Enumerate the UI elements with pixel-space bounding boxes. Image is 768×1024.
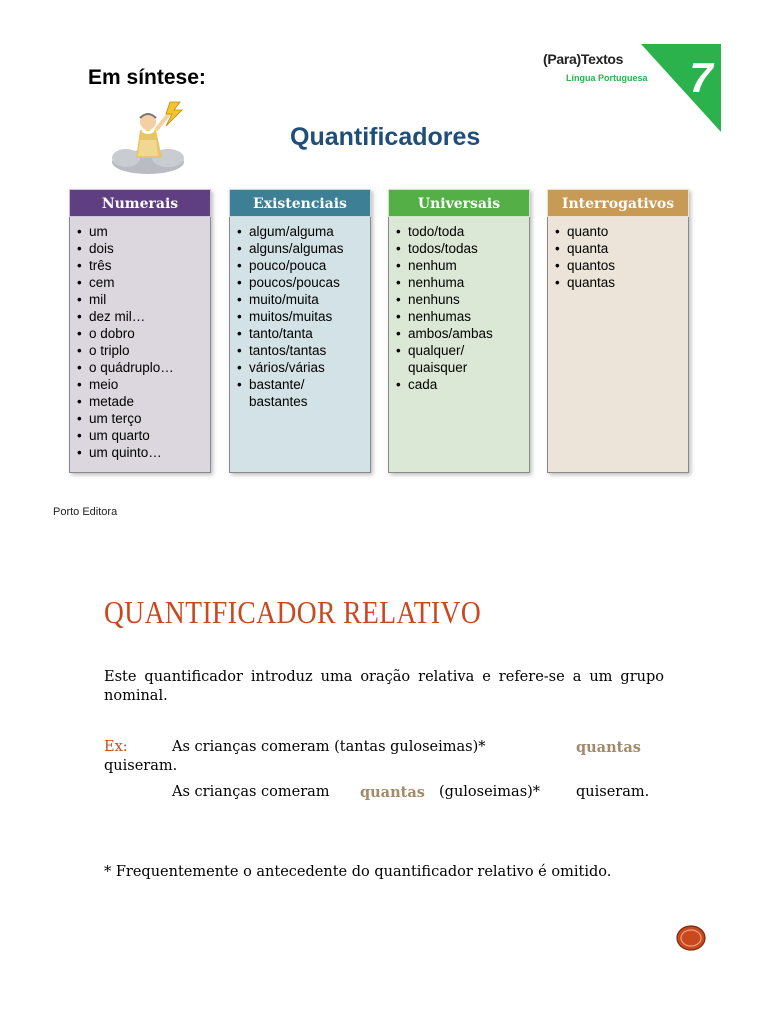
section-title: QUANTIFICADOR RELATIVO — [104, 594, 482, 630]
category-list — [554, 223, 615, 291]
list-item-line: bastantes — [249, 394, 308, 409]
list-item — [395, 342, 493, 376]
example2-text-end: quiseram. — [576, 784, 650, 800]
example2-text-mid: (guloseimas)* — [439, 784, 541, 800]
zeus-illustration-icon — [106, 100, 196, 180]
list-item: • poucos/poucas — [236, 274, 344, 291]
category-list — [395, 223, 493, 393]
list-item-line: qualquer/ — [408, 343, 465, 358]
list-item: • todo/toda — [395, 223, 493, 240]
list-item: • meio — [76, 376, 174, 393]
next-slide-button[interactable] — [675, 924, 707, 952]
list-item: • nenhuma — [395, 274, 493, 291]
example1-continuation: quiseram. — [104, 758, 178, 774]
category-list — [236, 223, 344, 410]
category-header: Universais — [388, 189, 530, 217]
list-item: • muito/muita — [236, 291, 344, 308]
list-item: • metade — [76, 393, 174, 410]
source-label: Porto Editora — [53, 506, 118, 518]
logo-name: (Para)Textos — [543, 51, 624, 67]
list-item: • o triplo — [76, 342, 174, 359]
list-item: • pouco/pouca — [236, 257, 344, 274]
list-item: • quanta — [554, 240, 615, 257]
list-item: • cem — [76, 274, 174, 291]
list-item-line: bastante/ — [249, 377, 305, 392]
footnote-text: * Frequentemente o antecedente do quantificador relativo é omitido. — [104, 864, 612, 880]
list-item: • tantos/tantas — [236, 342, 344, 359]
category-header: Numerais — [69, 189, 211, 217]
list-item: • dois — [76, 240, 174, 257]
category-numerais — [69, 189, 211, 473]
list-item: • ambos/ambas — [395, 325, 493, 342]
list-item: • mil — [76, 291, 174, 308]
list-item — [236, 376, 344, 410]
description-text: Este quantificador introduz uma oração relativa e refere-se a um grupo nominal. — [104, 669, 664, 704]
logo-triangle-icon — [641, 44, 721, 132]
page-title: Quantificadores — [290, 123, 481, 151]
list-item: • o quádruplo… — [76, 359, 174, 376]
list-item: • nenhumas — [395, 308, 493, 325]
list-item: • o dobro — [76, 325, 174, 342]
example2-text: As crianças comeram — [172, 784, 330, 800]
list-item: • dez mil… — [76, 308, 174, 325]
list-item: • quantas — [554, 274, 615, 291]
list-item: • um terço — [76, 410, 174, 427]
category-header: Interrogativos — [547, 189, 689, 217]
example2-highlight: quantas — [360, 784, 425, 801]
list-item: • nenhuns — [395, 291, 493, 308]
list-item: • nenhum — [395, 257, 493, 274]
example1-highlight: quantas — [576, 739, 641, 756]
category-universais — [388, 189, 530, 473]
example-label: Ex: — [104, 739, 128, 755]
category-header: Existenciais — [229, 189, 371, 217]
list-item: • cada — [395, 376, 493, 393]
list-item: • todos/todas — [395, 240, 493, 257]
list-item: • um quinto… — [76, 444, 174, 461]
logo-number: 7 — [689, 54, 713, 101]
list-item: • três — [76, 257, 174, 274]
category-interrogativos — [547, 189, 689, 473]
list-item: • algum/alguma — [236, 223, 344, 240]
list-item: • vários/várias — [236, 359, 344, 376]
list-item: • quantos — [554, 257, 615, 274]
list-item: • um quarto — [76, 427, 174, 444]
example1-text: As crianças comeram (tantas guloseimas)* — [172, 739, 486, 755]
list-item-line: quaisquer — [408, 360, 468, 375]
list-item: • alguns/algumas — [236, 240, 344, 257]
list-item: • um — [76, 223, 174, 240]
section-heading: Em síntese: — [88, 66, 206, 89]
list-item: • quanto — [554, 223, 615, 240]
category-list — [76, 223, 174, 461]
list-item: • tanto/tanta — [236, 325, 344, 342]
category-existenciais — [229, 189, 371, 473]
list-item: • muitos/muitas — [236, 308, 344, 325]
logo-subtitle: Língua Portuguesa — [566, 73, 648, 83]
